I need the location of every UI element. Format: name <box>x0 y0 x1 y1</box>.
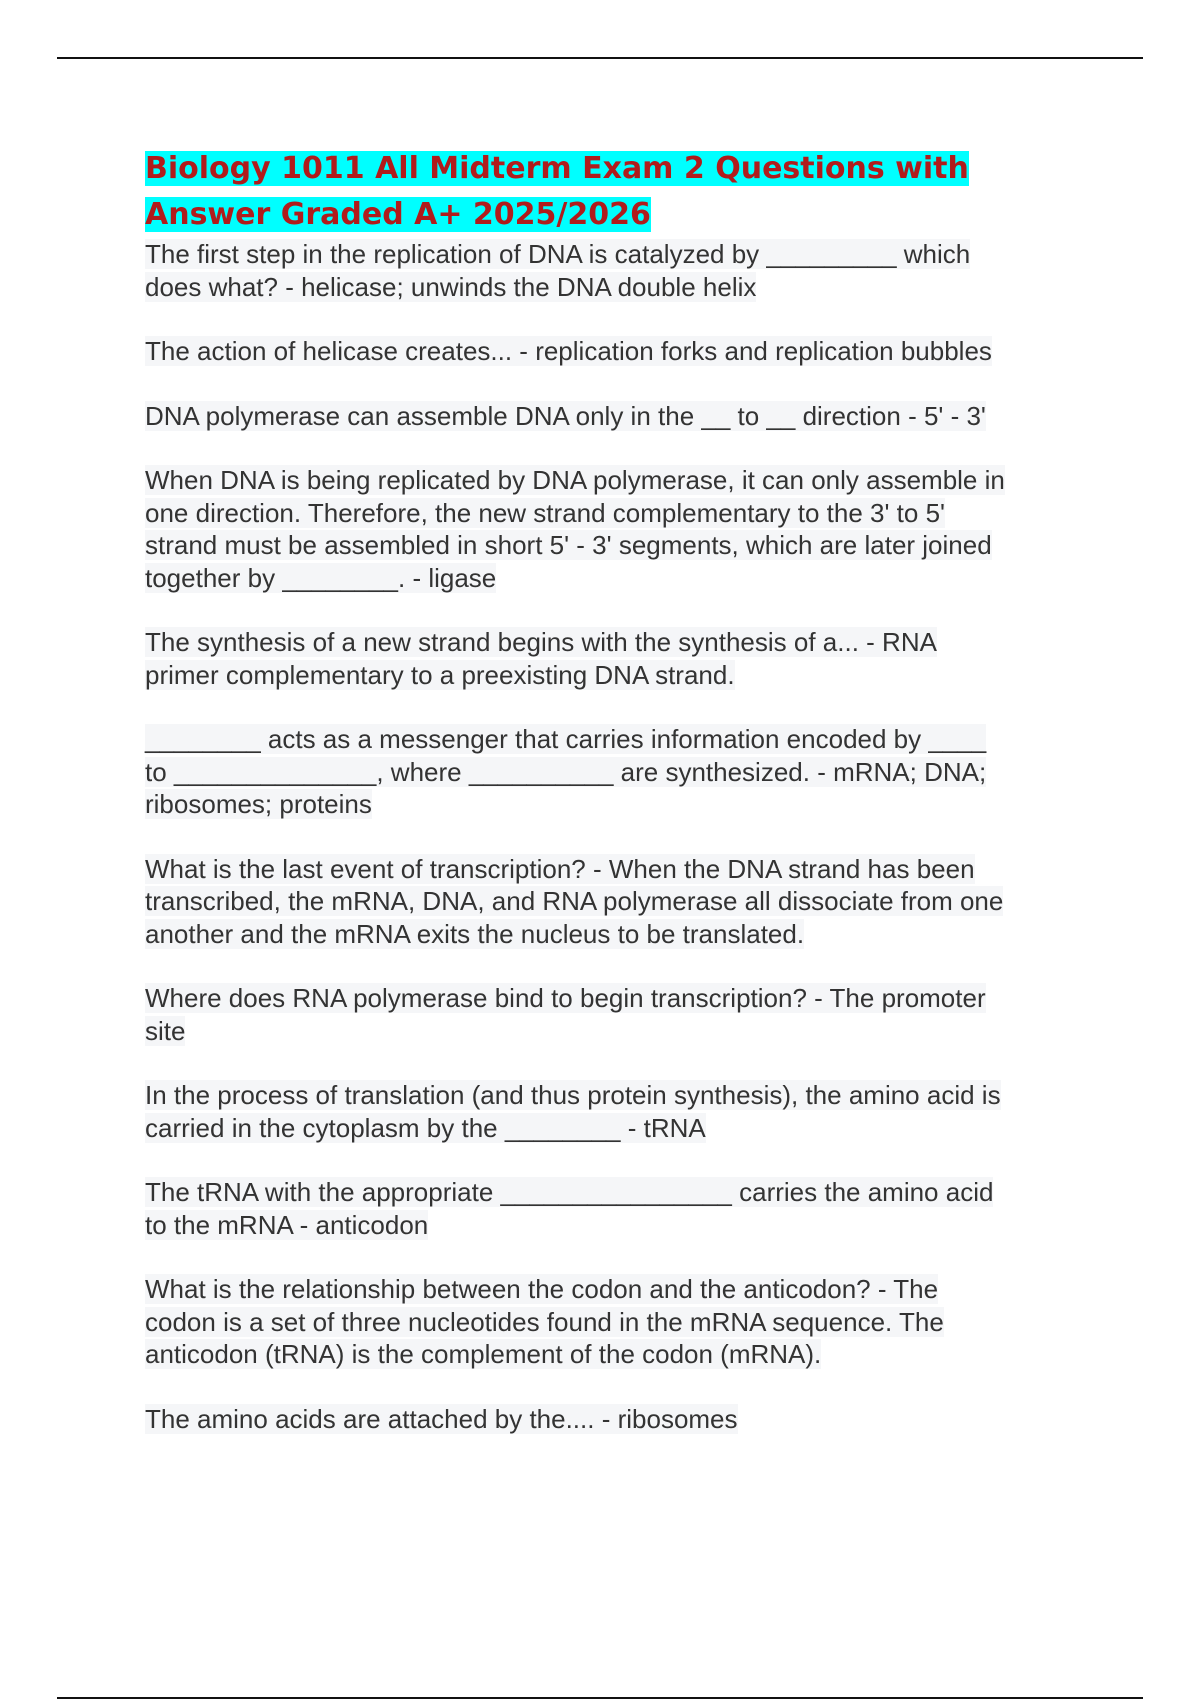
qa-item <box>145 1176 1085 1241</box>
qa-item <box>145 982 1085 1047</box>
title-line-2: Answer Graded A+ 2025/2026 <box>145 197 651 232</box>
qa-text: When DNA is being replicated by DNA polymerase, it can only assemble in one direction. Therefore, the new strand complementary to the 3' to 5' strand must be assembled in short 5' - 3' segments, which are later joined together by ________. - ligase <box>145 465 1005 593</box>
qa-text: The action of helicase creates... - replication forks and replication bubbles <box>145 336 992 366</box>
qa-text: In the process of translation (and thus protein synthesis), the amino acid is carried in the cytoplasm by the ________ - tRNA <box>145 1080 1001 1143</box>
qa-item <box>145 1273 1085 1371</box>
title-line-1: Biology 1011 All Midterm Exam 2 Questions with <box>145 151 969 186</box>
qa-item <box>145 1403 1085 1436</box>
qa-text: DNA polymerase can assemble DNA only in the __ to __ direction - 5' - 3' <box>145 400 986 431</box>
qa-item <box>145 1079 1085 1144</box>
qa-text: The first step in the replication of DNA is catalyzed by _________ which does what? - helicase; unwinds the DNA double helix <box>145 239 971 302</box>
qa-text: Where does RNA polymerase bind to begin transcription? - The promoter site <box>145 983 986 1046</box>
qa-item <box>145 626 1085 691</box>
bottom-rule <box>57 1697 1143 1699</box>
qa-text: What is the last event of transcription? - When the DNA strand has been transcribed, the mRNA, DNA, and RNA polymerase all dissociate from one another and the mRNA exits the nucleus to be translated. <box>145 853 1004 949</box>
document-body <box>145 146 1085 1467</box>
qa-item <box>145 400 1085 433</box>
qa-text: The synthesis of a new strand begins with the synthesis of a... - RNA primer complementary to a preexisting DNA strand. <box>145 627 937 690</box>
qa-item <box>145 853 1085 951</box>
document-title <box>145 146 1085 238</box>
qa-item <box>145 723 1085 821</box>
qa-text: The tRNA with the appropriate ________________ carries the amino acid to the mRNA - anticodon <box>145 1177 994 1240</box>
question-answer-list <box>145 238 1085 1435</box>
qa-item <box>145 464 1085 594</box>
top-rule <box>57 57 1143 59</box>
qa-text: What is the relationship between the codon and the anticodon? - The codon is a set of three nucleotides found in the mRNA sequence. The anticodon (tRNA) is the complement of the codon (mRNA). <box>145 1274 944 1369</box>
qa-text: The amino acids are attached by the.... - ribosomes <box>145 1403 738 1434</box>
qa-item <box>145 238 1085 303</box>
qa-item <box>145 335 1085 368</box>
qa-text: ________ acts as a messenger that carries information encoded by ____ to ______________, where __________ are synthesized. - mRNA; DNA; ribosomes; proteins <box>145 724 987 819</box>
